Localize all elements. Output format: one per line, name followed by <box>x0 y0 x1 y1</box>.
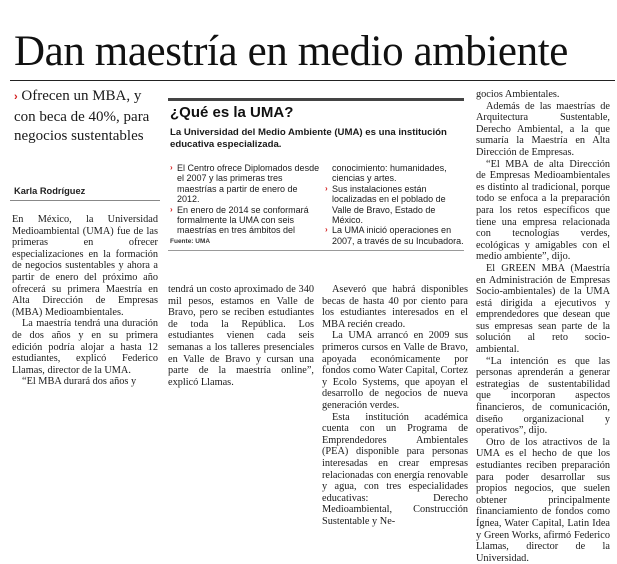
paragraph: gocios Ambientales. <box>476 89 560 100</box>
paragraph: “El MBA durará dos años y <box>22 376 137 388</box>
paragraph: El GREEN MBA (Maestría en Administración de Empresas Socio-ambientales) de la UMA está dirigida a ejecutivos y emprendedores que desean que sus empresas sean parte de la solución al reto socio-ambiental. <box>476 262 610 356</box>
headline: Dan maestría en medio ambiente <box>14 28 568 75</box>
paragraph: “El MBA de alta Dirección de Empresas Medioambientales es distinto al tradicional, porque todo se enfoca a la preparación para los retos específicos que tiene una empresa relacionada con tecnologías verdes, ecológicas y amigables con el medio ambiente”, dijo. <box>476 158 610 263</box>
paragraph: tendrá un costo aproximado de 340 mil pesos, estamos en Valle de Bravo, pero se reciben estudiantes de toda la República. Los estudiantes vienen cada seis semanas a los talleres presenciales en Valle de Bravo y cursan una parte de la maestría online”, explicó Llamas. <box>168 284 314 388</box>
byline-rule <box>10 200 160 201</box>
list-item-continuation <box>325 163 465 184</box>
sidebar-subtitle: La Universidad del Medio Ambiente (UMA) es una institución educativa especializada. <box>170 127 447 150</box>
headline-rule <box>10 80 615 81</box>
article-column-1 <box>12 214 158 388</box>
list-item-text: El Centro ofrece Diplomados desde el 2007 y las primeras tres maestrías a partir de enero de 2012. <box>177 163 320 205</box>
bullet-arrow-icon: › <box>170 163 173 172</box>
paragraph: En México, la Universidad Medioambiental (UMA) fue de las primeras en ofrecer especializaciones en la formación de negocios sustentables y ahora a partir de enero del próximo año ofrecerá su primera Maestría en Alta Dirección de Empresas (MBA) Medioambientales. <box>12 214 158 318</box>
sidebar-title: ¿Qué es la UMA? <box>170 104 294 121</box>
paragraph: “La intención es que las personas aprenderán a generar estrategias de sustentabilidad que incorporan aspectos financieros, de comunicación, diseño organizacional y operativos”, dijo. <box>476 355 610 437</box>
paragraph: Aseveró que habrá disponibles becas de hasta 40 por ciento para los estudiantes interesados en el MBA recién creado. <box>322 284 468 330</box>
sidebar-bottom-rule <box>168 250 464 251</box>
list-item-text: En enero de 2014 se conformará formalmente la UMA con seis maestrías en tres ámbitos del <box>177 204 309 236</box>
list-item-text: La UMA inició operaciones en 2007, a través de su Incubadora. <box>332 225 464 246</box>
article-column-4 <box>476 89 610 564</box>
list-item-text: conocimiento: humanidades, ciencias y artes. <box>332 163 447 184</box>
paragraph: Esta institución académica cuenta con un Programa de Emprendedores Ambientales (PEA) disponible para personas interesadas en crear empresas relacionadas con energía renovable y agua, con tres especialidades educativas: Derecho Medioambiental, Construcción Sustentable y Ne- <box>322 411 468 527</box>
sidebar-top-rule <box>168 98 464 101</box>
bullet-arrow-icon: › <box>170 204 173 214</box>
list-item <box>170 163 320 205</box>
bullet-arrow-icon: › <box>325 225 328 235</box>
bullet-arrow-icon: › <box>325 183 328 193</box>
sidebar-list-right <box>325 163 465 246</box>
sidebar-list-left <box>170 163 320 236</box>
paragraph: Además de las maestrías de Arquitectura Sustentable, Derecho Ambiental, a la que sumaría la Maestría en Alta Dirección de Empresas. <box>476 100 610 158</box>
deck-marker-icon: › <box>14 91 18 103</box>
paragraph: La UMA arrancó en 2009 sus primeros cursos en Valle de Bravo, apoyada económicamente por fondos como Water Capital, Cortez y Ecolo Systems, que apoyan el desarrollo de negocios de nueva generación verdes. <box>322 330 468 411</box>
list-item <box>325 225 465 246</box>
sidebar-source: Fuente: UMA <box>170 238 211 245</box>
list-item <box>170 205 320 236</box>
article-column-3 <box>322 284 468 527</box>
list-item <box>325 184 465 226</box>
deck-text: Ofrecen un MBA, y con beca de 40%, para negocios sustentables <box>14 88 150 144</box>
deck <box>14 87 159 147</box>
byline: Karla Rodríguez <box>14 186 86 196</box>
paragraph: La maestría tendrá una duración de dos años y en su primera edición podría alojar a hasta 12 estudiantes, explicó Federico Llamas, director de la UMA. <box>12 318 158 376</box>
list-item-text: Sus instalaciones están localizadas en el poblado de Valle de Bravo, Estado de México. <box>332 183 446 226</box>
article-column-2 <box>168 284 314 388</box>
paragraph: Otro de los atractivos de la UMA es el hecho de que los estudiantes reciben preparación para poder desarrollar sus propios negocios, que suelen obtener principalmente financiamiento de fondos como Ígnea, Water Capital, Latin Idea y Green Works, afirmó Federico Llamas, director de la Universidad. <box>476 436 610 564</box>
